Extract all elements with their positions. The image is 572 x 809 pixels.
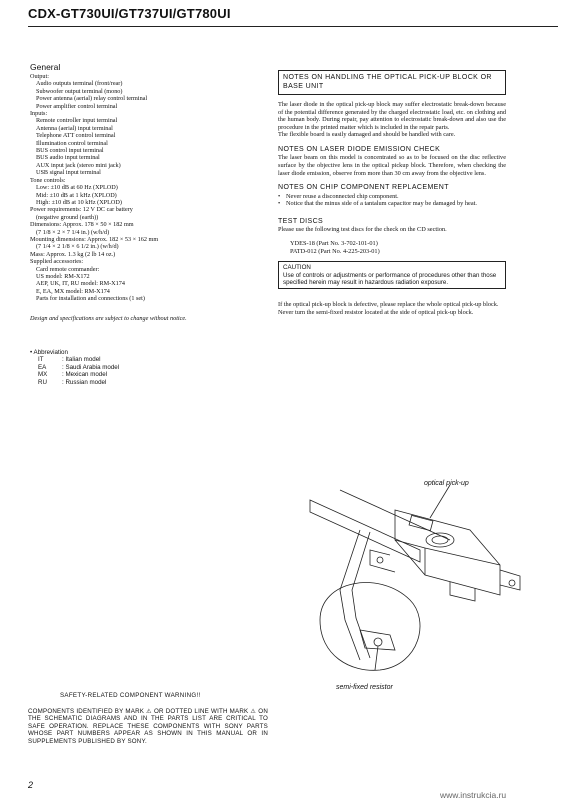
spec-line: Power requirements: 12 V DC car battery <box>30 206 133 214</box>
abbreviation-row <box>30 356 260 364</box>
chip-bullet-2 <box>278 200 506 208</box>
spec-line: High: ±10 dB at 10 kHz (XPLOD) <box>36 198 122 206</box>
abbreviation-desc: : Russian model <box>62 378 107 386</box>
page-number: 2 <box>28 780 34 790</box>
test-disc-1: YDES-18 (Part No. 3-702-101-01) <box>290 240 378 248</box>
caution-title: CAUTION <box>283 264 311 272</box>
watermark: www.instrukcia.ru <box>440 790 507 800</box>
abbreviation-desc: : Italian model <box>62 356 101 364</box>
service-notes-column <box>278 70 506 317</box>
spec-line: US model: RM-X172 <box>36 272 90 280</box>
spec-line: AEP, UK, IT, RU model: RM-X174 <box>36 280 125 288</box>
spec-line: Mid: ±10 dB at 1 kHz (XPLOD) <box>36 191 117 199</box>
abbreviation-desc: : Mexican model <box>62 371 108 379</box>
spec-line: Low: ±10 dB at 60 Hz (XPLOD) <box>36 184 118 192</box>
safety-warning-title: SAFETY-RELATED COMPONENT WARNING!! <box>60 692 201 699</box>
spec-line: Inputs: <box>30 110 48 118</box>
caution-box <box>278 261 506 289</box>
laser-check-paragraph: The laser beam on this model is concentrated so as to be focused on the disc reflective surface by the objective lens in the optical pickup block. Therefore, when checking the laser diode emission, observe from more than 30 cm away from the objective lens. <box>278 154 506 177</box>
abbreviation-desc: : Saudi Arabia model <box>62 363 120 371</box>
spec-line: USB signal input terminal <box>36 169 101 177</box>
header-rule <box>28 26 558 27</box>
spec-line: Audio outputs terminal (front/rear) <box>36 80 123 88</box>
abbreviation-code: RU <box>38 378 47 386</box>
test-discs-paragraph: Please use the following test discs for the check on the CD section. <box>278 226 447 234</box>
general-heading: General <box>30 62 61 72</box>
spec-line: Parts for installation and connections (1 set) <box>36 295 145 303</box>
spec-line: Card remote commander: <box>36 265 100 273</box>
pickup-paragraph-1: If the optical pick-up block is defective, please replace the whole optical pick-up block. <box>278 301 499 309</box>
test-disc-2: PATD-012 (Part No. 4-225-203-01) <box>290 247 380 255</box>
laser-check-heading: NOTES ON LASER DIODE EMISSION CHECK <box>278 145 441 153</box>
abbreviation-code: EA <box>38 363 47 371</box>
chip-bullet-2-text: Notice that the minus side of a tantalum capacitor may be damaged by heat. <box>286 200 477 208</box>
chip-bullet-1-text: Never reuse a disconnected chip component. <box>286 192 399 200</box>
chip-replacement-heading: NOTES ON CHIP COMPONENT REPLACEMENT <box>278 184 449 192</box>
spec-line: Mounting dimensions: Approx. 182 × 53 × 162 mm <box>30 235 159 243</box>
abbreviation-code: IT <box>38 356 44 364</box>
spec-line: Telephone ATT control terminal <box>36 132 116 140</box>
optical-handling-paragraph-2: The flexible board is easily damaged and should be handled with care. <box>278 131 456 139</box>
spec-change-note: Design and specifications are subject to change without notice. <box>30 314 187 322</box>
spec-line: Power amplifier control terminal <box>36 102 118 110</box>
spec-line: Remote controller input terminal <box>36 117 118 125</box>
pickup-paragraph-2: Never turn the semi-fixed resistor located at the side of optical pick-up block. <box>278 309 474 317</box>
spec-line: Illumination control terminal <box>36 139 108 147</box>
spec-line: Dimensions: Approx. 178 × 50 × 182 mm <box>30 221 134 229</box>
abbreviation-heading: • Abbreviation <box>30 348 68 356</box>
abbreviation-code: MX <box>38 371 48 379</box>
spec-line: Antenna (aerial) input terminal <box>36 124 113 132</box>
spec-line: BUS audio input terminal <box>36 154 100 162</box>
spec-line: Output: <box>30 73 49 80</box>
spec-line: AUX input jack (stereo mini jack) <box>36 161 121 169</box>
spec-line: (negative ground (earth)) <box>36 213 99 221</box>
test-discs-heading: TEST DISCS <box>278 217 324 225</box>
optical-pickup-diagram <box>300 470 530 680</box>
abbreviation-block <box>30 349 260 387</box>
spec-line: Supplied accessories: <box>30 258 84 266</box>
bullet-dot: • <box>278 192 281 200</box>
spec-line: BUS control input terminal <box>36 147 104 155</box>
abbreviation-list <box>30 356 260 386</box>
specifications-column <box>30 62 260 387</box>
spec-list <box>30 73 260 303</box>
spec-line: Subwoofer output terminal (mono) <box>36 87 123 95</box>
bullet-dot: • <box>278 200 281 208</box>
spec-line: (7 1/4 × 2 1/8 × 6 1/2 in.) (w/h/d) <box>36 243 119 251</box>
spec-line: Power antenna (aerial) relay control terminal <box>36 95 148 103</box>
caution-body: Use of controls or adjustments or performance of procedures other than those specified herein may result in hazardous radiation exposure. <box>283 271 497 287</box>
spec-line: (7 1/8 × 2 × 7 1/4 in.) (w/h/d) <box>36 228 110 236</box>
optical-pickup-label: optical pick-up <box>424 480 469 487</box>
optical-handling-paragraph-1: The laser diode in the optical pick-up block may suffer electrostatic break-down because of the potential difference generated by the charged electrostatic load, etc. on clothing and the human body. During repair, pay attention to electrostatic break-down and also use the procedure in the printed matter which is included in the repair parts. <box>278 101 506 131</box>
optical-handling-heading: NOTES ON HANDLING THE OPTICAL PICK-UP BLOCK OR BASE UNIT <box>283 74 492 90</box>
semi-fixed-resistor-label: semi-fixed resistor <box>336 684 393 691</box>
optical-handling-box <box>278 70 506 95</box>
spec-line: Tone controls: <box>30 176 66 184</box>
spec-line: Mass: Approx. 1.3 kg (2 lb 14 oz.) <box>30 250 116 258</box>
safety-warning-body: COMPONENTS IDENTIFIED BY MARK ⚠ OR DOTTED LINE WITH MARK ⚠ ON THE SCHEMATIC DIAGRAMS AND IN THE PARTS LIST ARE CRITICAL TO SAFE OPERATION. REPLACE THESE COMPONENTS WITH SONY PARTS WHOSE PART NUMBERS APPEAR AS SHOWN IN THIS MANUAL OR IN SUPPLEMENTS PUBLISHED BY SONY. <box>28 708 268 745</box>
spec-line: E, EA, MX model: RM-X174 <box>36 287 110 295</box>
abbreviation-row <box>30 364 260 372</box>
document-title: CDX-GT730UI/GT737UI/GT780UI <box>28 6 231 21</box>
abbreviation-row <box>30 371 260 379</box>
chip-bullet-1 <box>278 193 506 201</box>
abbreviation-row <box>30 379 260 387</box>
